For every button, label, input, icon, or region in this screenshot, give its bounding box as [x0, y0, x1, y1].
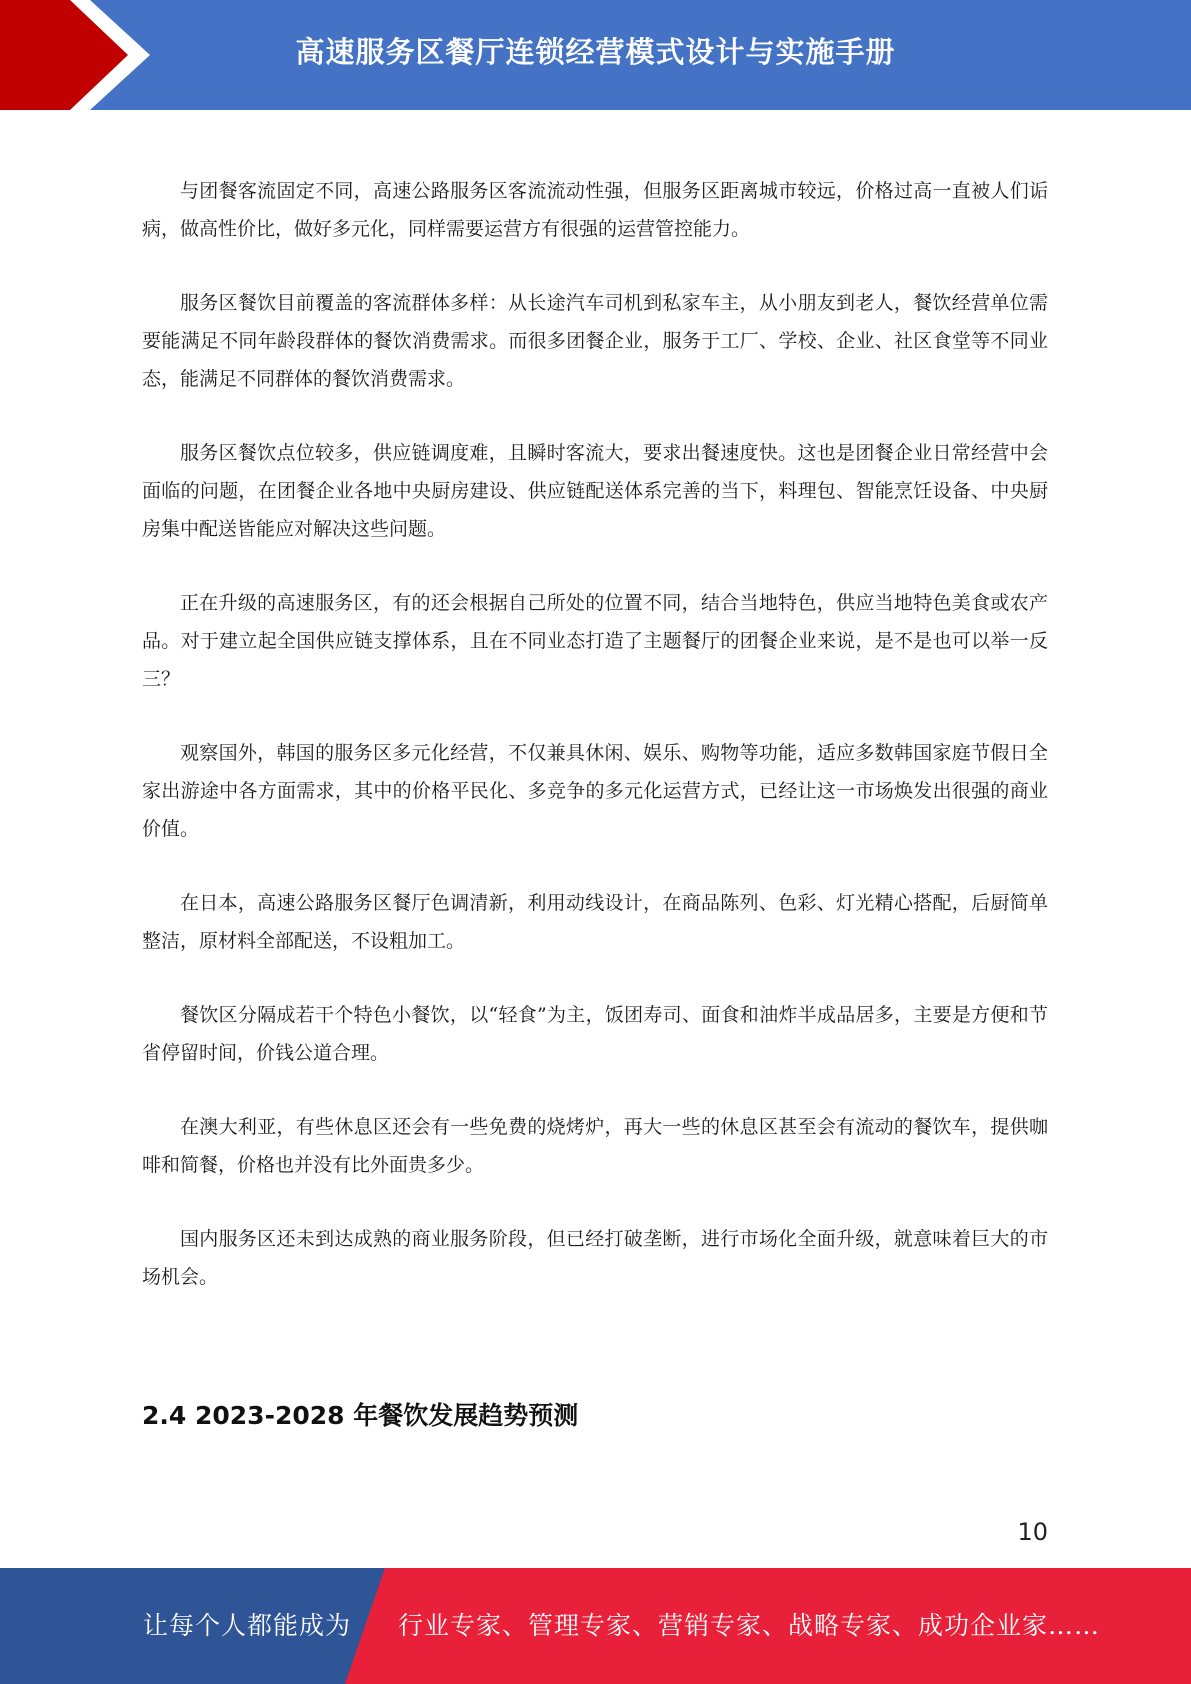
- paragraph: 在澳大利亚，有些休息区还会有一些免费的烧烤炉，再大一些的休息区甚至会有流动的餐饮车，提供咖啡和简餐，价格也并没有比外面贵多少。: [142, 1116, 1048, 1176]
- paragraph: 与团餐客流固定不同，高速公路服务区客流流动性强，但服务区距离城市较远，价格过高一直被人们诟病，做高性价比，做好多元化，同样需要运营方有很强的运营管控能力。: [142, 180, 1048, 240]
- section-heading: 2.4 2023-2028 年餐饮发展趋势预测: [142, 1401, 579, 1430]
- page-footer: [0, 1568, 1191, 1684]
- document-title: 高速服务区餐厅连锁经营模式设计与实施手册: [295, 35, 896, 69]
- paragraph: 正在升级的高速服务区，有的还会根据自己所处的位置不同，结合当地特色，供应当地特色美食或农产品。对于建立起全国供应链支撑体系，且在不同业态打造了主题餐厅的团餐企业来说，是不是也可以举一反三？: [142, 592, 1048, 690]
- page-header: [0, 0, 1191, 110]
- paragraph: 在日本，高速公路服务区餐厅色调清新，利用动线设计，在商品陈列、色彩、灯光精心搭配，后厨简单整洁，原材料全部配送，不设粗加工。: [142, 892, 1048, 952]
- footer-slogan-left: 让每个人都能成为: [143, 1611, 352, 1640]
- footer-slogan-right: 行业专家、管理专家、营销专家、战略专家、成功企业家……: [398, 1611, 1101, 1640]
- body-text: [142, 172, 1048, 1332]
- paragraph: 服务区餐饮目前覆盖的客流群体多样：从长途汽车司机到私家车主，从小朋友到老人，餐饮经营单位需要能满足不同年龄段群体的餐饮消费需求。而很多团餐企业，服务于工厂、学校、企业、社区食堂等不同业态，能满足不同群体的餐饮消费需求。: [142, 292, 1048, 390]
- paragraph: 餐饮区分隔成若干个特色小餐饮，以“轻食”为主，饭团寿司、面食和油炸半成品居多，主要是方便和节省停留时间，价钱公道合理。: [142, 1004, 1048, 1064]
- paragraph: 国内服务区还未到达成熟的商业服务阶段，但已经打破垄断，进行市场化全面升级，就意味着巨大的市场机会。: [142, 1228, 1048, 1288]
- page-number: 10: [1017, 1518, 1048, 1546]
- paragraph: 服务区餐饮点位较多，供应链调度难，且瞬时客流大，要求出餐速度快。这也是团餐企业日常经营中会面临的问题，在团餐企业各地中央厨房建设、供应链配送体系完善的当下，料理包、智能烹饪设备、中央厨房集中配送皆能应对解决这些问题。: [142, 442, 1048, 540]
- paragraph: 观察国外，韩国的服务区多元化经营，不仅兼具休闲、娱乐、购物等功能，适应多数韩国家庭节假日全家出游途中各方面需求，其中的价格平民化、多竞争的多元化运营方式，已经让这一市场焕发出很强的商业价值。: [142, 742, 1048, 840]
